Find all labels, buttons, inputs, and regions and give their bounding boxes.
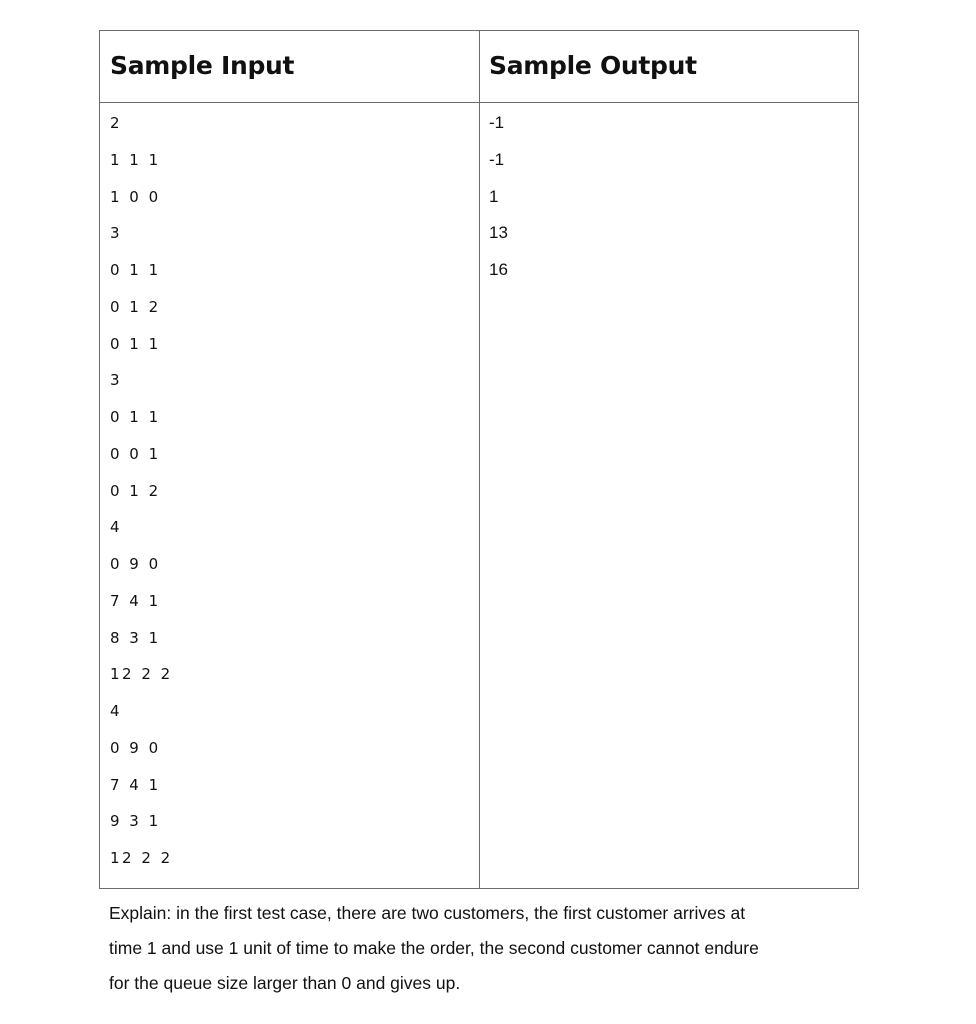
output-line: 16	[489, 260, 508, 279]
explanation-paragraph	[109, 896, 869, 1001]
input-line: 3	[110, 224, 123, 243]
sample-input-lines	[110, 112, 173, 884]
output-line: 13	[489, 223, 508, 243]
sample-output-header: Sample Output	[489, 51, 697, 80]
input-line: 1 1 1	[110, 150, 161, 169]
header-divider	[100, 102, 858, 103]
input-line: 4	[110, 702, 123, 720]
output-line: -1	[489, 113, 505, 132]
sample-table	[99, 30, 859, 889]
explanation-line: time 1 and use 1 unit of time to make the order, the second customer cannot endure	[109, 938, 759, 958]
output-line: -1	[489, 149, 505, 169]
input-line: 2	[110, 114, 123, 132]
input-line: 12 2 2	[110, 665, 173, 684]
column-divider	[479, 31, 480, 888]
sample-input-header: Sample Input	[110, 51, 295, 80]
input-line: 0 1 1	[110, 261, 161, 279]
input-line: 0 0 1	[110, 444, 161, 463]
input-line: 4	[110, 518, 123, 537]
input-line: 0 9 0	[110, 555, 161, 573]
input-line: 0 1 2	[110, 481, 161, 500]
input-line: 0 9 0	[110, 738, 161, 757]
input-line: 9 3 1	[110, 812, 161, 831]
input-line: 7 4 1	[110, 775, 161, 794]
input-line: 0 1 1	[110, 408, 161, 426]
input-line: 12 2 2	[110, 849, 173, 867]
input-line: 0 1 2	[110, 297, 161, 316]
input-line: 1 0 0	[110, 187, 161, 206]
explanation-line: for the queue size larger than 0 and gives up.	[109, 973, 461, 993]
input-line: 3	[110, 371, 123, 390]
input-line: 8 3 1	[110, 628, 161, 647]
input-line: 7 4 1	[110, 591, 161, 610]
explanation-line: Explain: in the first test case, there are two customers, the first customer arrives at	[109, 903, 746, 923]
sample-output-lines	[489, 112, 508, 296]
input-line: 0 1 1	[110, 334, 161, 353]
output-line: 1	[489, 186, 499, 206]
